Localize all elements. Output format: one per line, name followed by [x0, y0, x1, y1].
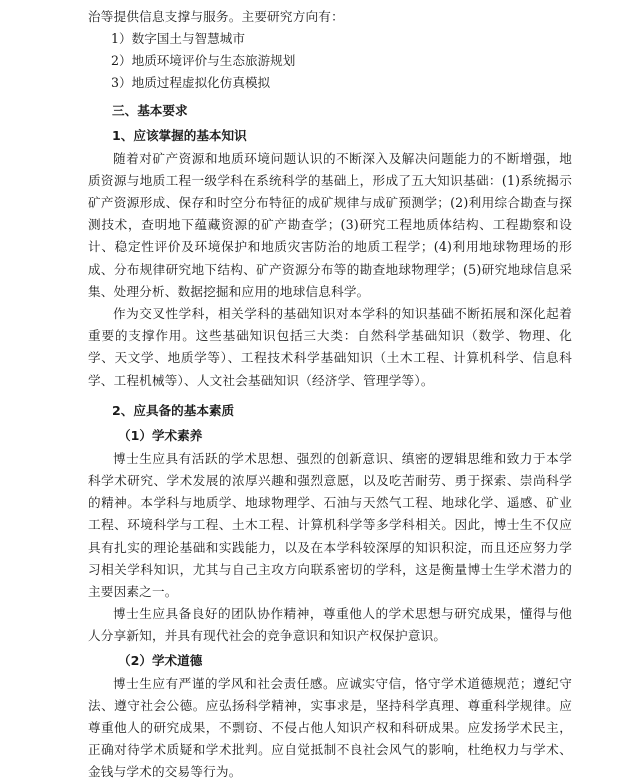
list-item: 2）地质环境评价与生态旅游规划	[111, 53, 296, 68]
list-item: 3）地质过程虚拟化仿真模拟	[111, 74, 271, 90]
subsection-heading-academic-literacy: （1）学术素养	[118, 427, 203, 443]
subsection-heading-basic-qualities: 2、应具备的基本素质	[112, 402, 235, 418]
research-directions-list	[88, 28, 572, 93]
list-item: 1）数字国土与智慧城市	[111, 31, 245, 47]
subsection-heading-basic-knowledge: 1、应该掌握的基本知识	[112, 127, 247, 143]
intro-line: 治等提供信息支撑与服务。主要研究方向有：	[88, 9, 344, 24]
paragraph-knowledge-foundations: 随着对矿产资源和地质环境问题认识的不断深入及解决问题能力的不断增强，地质资源与地质工程一级学科在系统科学的基础上，形成了五大知识基础：(1)系统揭示矿产资源形成、保存和时空分布特征的成矿规律与成矿预测学；(2)利用综合勘查与探测技术，查明地下蕴藏资源的矿产勘查学；(3)研究工程地质体结构、工程勘察和设计、稳定性评价及环境保护和地质灾害防治的地质工程学；(4)利用地球物理场的形成、分布规律研究地下结构、矿产资源分布等的勘查地球物理学；(5)研究地球信息采集、处理分析、数据挖掘和应用的地球信息科学。	[88, 150, 572, 299]
subsection-heading-academic-ethics: （2）学术道德	[118, 652, 203, 668]
paragraph-academic-ethics: 博士生应有严谨的学风和社会责任感。应诚实守信，恪守学术道德规范；遵纪守法、遵守社会公德。应弘扬科学精神，实事求是，坚持科学真理、尊重科学规律。应尊重他人的研究成果，不剽窃、不侵占他人知识产权和科研成果。应发扬学术民主，正确对待学术质疑和学术批判。应自觉抵制不良社会风气的影响，杜绝权力与学术、金钱与学术的交易等行为。	[88, 675, 572, 780]
paragraph-related-disciplines: 作为交叉性学科，相关学科的基础知识对本学科的知识基础不断拓展和深化起着重要的支撑作用。这些基础知识包括三大类：自然科学基础知识（数学、物理、化学、天文学、地质学等）、工程技术科学基础知识（土木工程、计算机科学、信息科学、工程机械等）、人文社会基础知识（经济学、管理学等）。	[88, 306, 572, 388]
paragraph-teamwork: 博士生应具备良好的团队协作精神，尊重他人的学术思想与研究成果，懂得与他人分享新知，并具有现代社会的竞争意识和知识产权保护意识。	[88, 606, 572, 644]
section-heading-basic-requirements: 三、基本要求	[112, 102, 188, 118]
paragraph-academic-literacy: 博士生应具有活跃的学术思想、强烈的创新意识、缜密的逻辑思维和致力于本学科学术研究、学术发展的浓厚兴趣和强烈意愿，以及吃苦耐劳、勇于探索、崇尚科学的精神。本学科与地质学、地球物理学、石油与天然气工程、地球化学、遥感、矿业工程、环境科学与工程、土木工程、计算机科学等多学科相关。因此，博士生不仅应具有扎实的理论基础和实践能力，以及在本学科较深厚的知识积淀，而且还应努力学习相关学科知识，尤其与自己主攻方向联系密切的学科，这是衡量博士生学术潜力的主要因素之一。	[88, 450, 572, 600]
